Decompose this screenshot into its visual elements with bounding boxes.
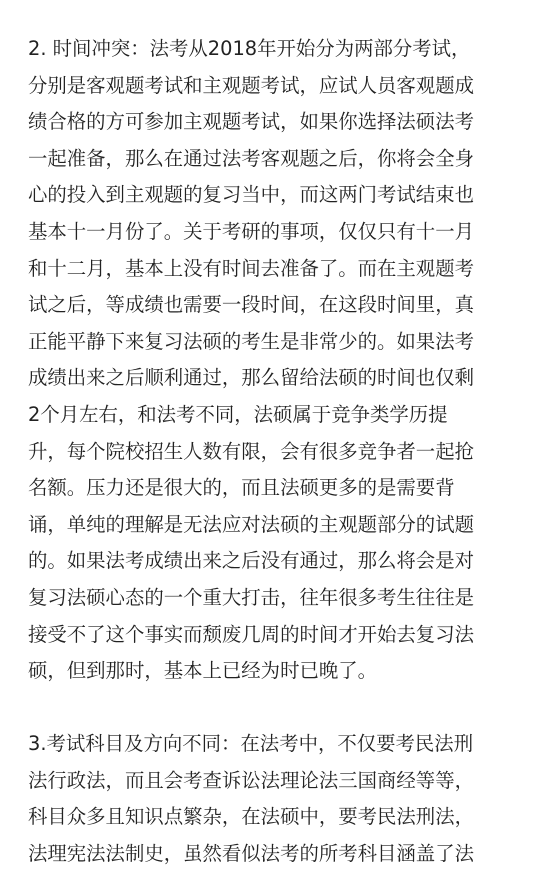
paragraph-spacer (28, 690, 516, 727)
text-line: 基本十一月份了。关于考研的事项，仅仅只有十一月 (28, 219, 474, 243)
paragraph-subjects-differ (28, 726, 516, 872)
text-line: 法理宪法法制史，虽然看似法考的所考科目涵盖了法 (28, 842, 474, 866)
text-line: 试之后，等成绩也需要一段时间，在这段时间里，真 (28, 293, 474, 317)
text-line: 和十二月，基本上没有时间去准备了。而在主观题考 (28, 256, 474, 280)
text-line: 绩合格的方可参加主观题考试，如果你选择法硕法考 (28, 110, 474, 134)
article-body (28, 31, 516, 873)
text-line: 升，每个院校招生人数有限，会有很多竞争者一起抢 (28, 439, 474, 463)
text-line: 复习法硕心态的一个重大打击，往年很多考生往往是 (28, 585, 474, 609)
text-line: 诵，单纯的理解是无法应对法硕的主观题部分的试题 (28, 512, 474, 536)
text-line: 一起准备，那么在通过法考客观题之后，你将会全身 (28, 146, 474, 170)
text-line: 分别是客观题考试和主观题考试，应试人员客观题成 (28, 73, 474, 97)
text-line: 名额。压力还是很大的，而且法硕更多的是需要背 (28, 476, 455, 500)
text-line: 的。如果法考成绩出来之后没有通过，那么将会是对 (28, 549, 474, 573)
text-line: 科目众多且知识点繁杂，在法硕中，要考民法刑法， (28, 805, 474, 829)
text-line: 硕，但到那时，基本上已经为时已晚了。 (28, 659, 378, 683)
text-line: 接受不了这个事实而颓废几周的时间才开始去复习法 (28, 622, 474, 646)
paragraph-time-conflict (28, 31, 516, 690)
text-line: 2个月左右，和法考不同，法硕属于竞争类学历提 (28, 402, 448, 426)
text-line: 2. 时间冲突：法考从2018年开始分为两部分考试， (28, 37, 471, 60)
text-line: 心的投入到主观题的复习当中，而这两门考试结束也 (28, 183, 474, 207)
text-line: 成绩出来之后顺利通过，那么留给法硕的时间也仅剩 (28, 366, 474, 390)
text-line: 法行政法，而且会考查诉讼法理论法三国商经等等， (28, 768, 474, 792)
text-line: 3.考试科目及方向不同：在法考中，不仅要考民法刑 (28, 732, 474, 756)
text-line: 正能平静下来复习法硕的考生是非常少的。如果法考 (28, 329, 474, 353)
